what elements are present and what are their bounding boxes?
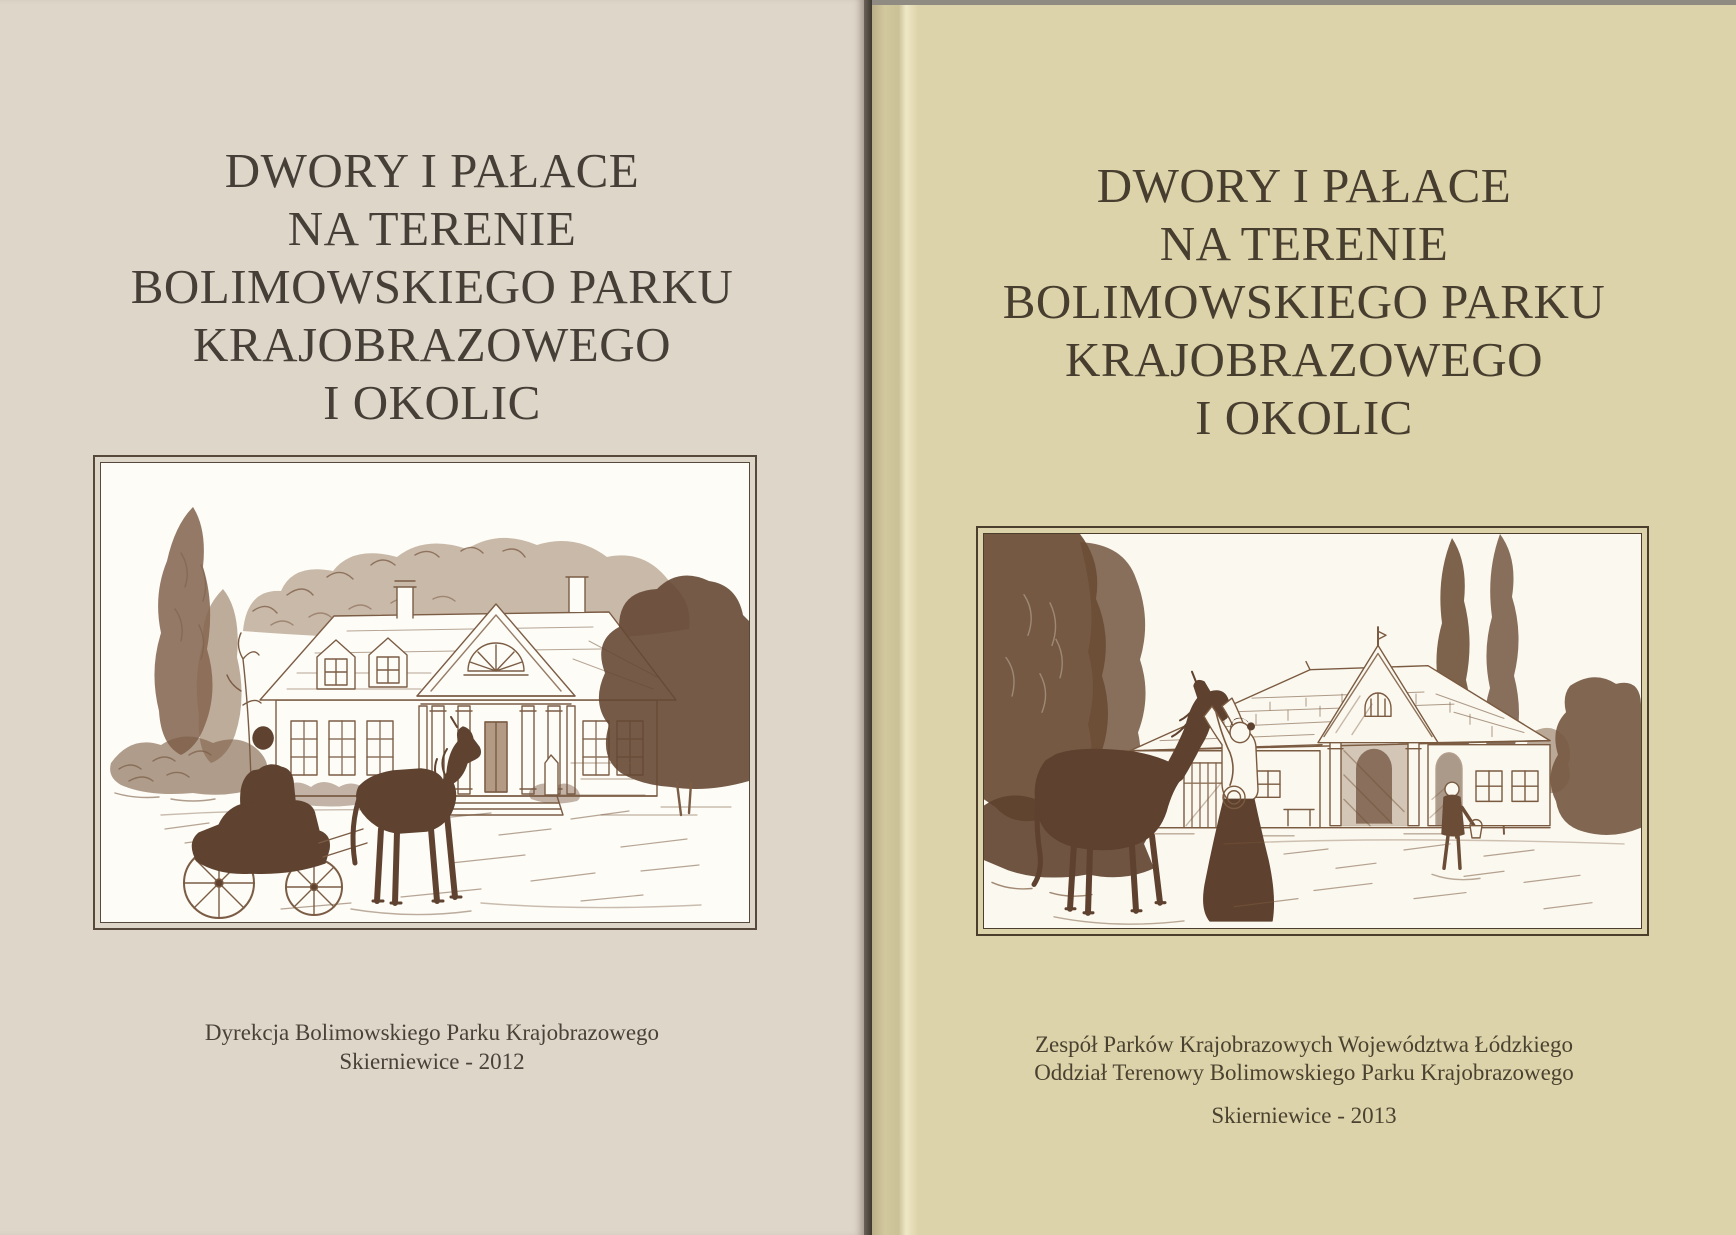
title-line: DWORY I PAŁACE <box>1096 158 1512 213</box>
right-book-title <box>872 157 1736 447</box>
right-publisher-line: Oddział Terenowy Bolimowskiego Parku Krajobrazowego <box>1034 1060 1574 1085</box>
left-illustration-paper <box>100 462 750 923</box>
title-line: DWORY I PAŁACE <box>224 143 640 198</box>
left-book-cover <box>0 0 864 1235</box>
title-line: BOLIMOWSKIEGO PARKU <box>130 259 734 314</box>
title-line: KRAJOBRAZOWEGO <box>1065 332 1543 387</box>
right-publisher-line: Zespół Parków Krajobrazowych Województwa Łódzkiego <box>1034 1032 1574 1057</box>
left-illustration-frame <box>93 455 757 930</box>
left-book-title <box>0 142 864 432</box>
left-publisher-line: Dyrekcja Bolimowskiego Parku Krajobrazowego <box>204 1020 660 1045</box>
left-publisher-block <box>0 1018 864 1076</box>
title-line: I OKOLIC <box>323 375 541 430</box>
title-line: NA TERENIE <box>1159 216 1449 271</box>
right-illustration-frame <box>976 526 1649 936</box>
right-publisher-block <box>872 1031 1736 1087</box>
manor-carriage-sketch-illustration <box>101 463 749 922</box>
title-line: KRAJOBRAZOWEGO <box>193 317 671 372</box>
title-line: NA TERENIE <box>287 201 577 256</box>
cottage-horse-sketch-illustration <box>984 534 1641 928</box>
left-imprint-line: Skierniewice - 2012 <box>339 1049 525 1074</box>
right-imprint-line: Skierniewice - 2013 <box>1211 1103 1397 1128</box>
title-line: BOLIMOWSKIEGO PARKU <box>1002 274 1606 329</box>
right-illustration-paper <box>983 533 1642 929</box>
books-gap-shadow <box>864 0 872 1235</box>
title-line: I OKOLIC <box>1195 390 1413 445</box>
right-book-cover <box>872 5 1736 1235</box>
